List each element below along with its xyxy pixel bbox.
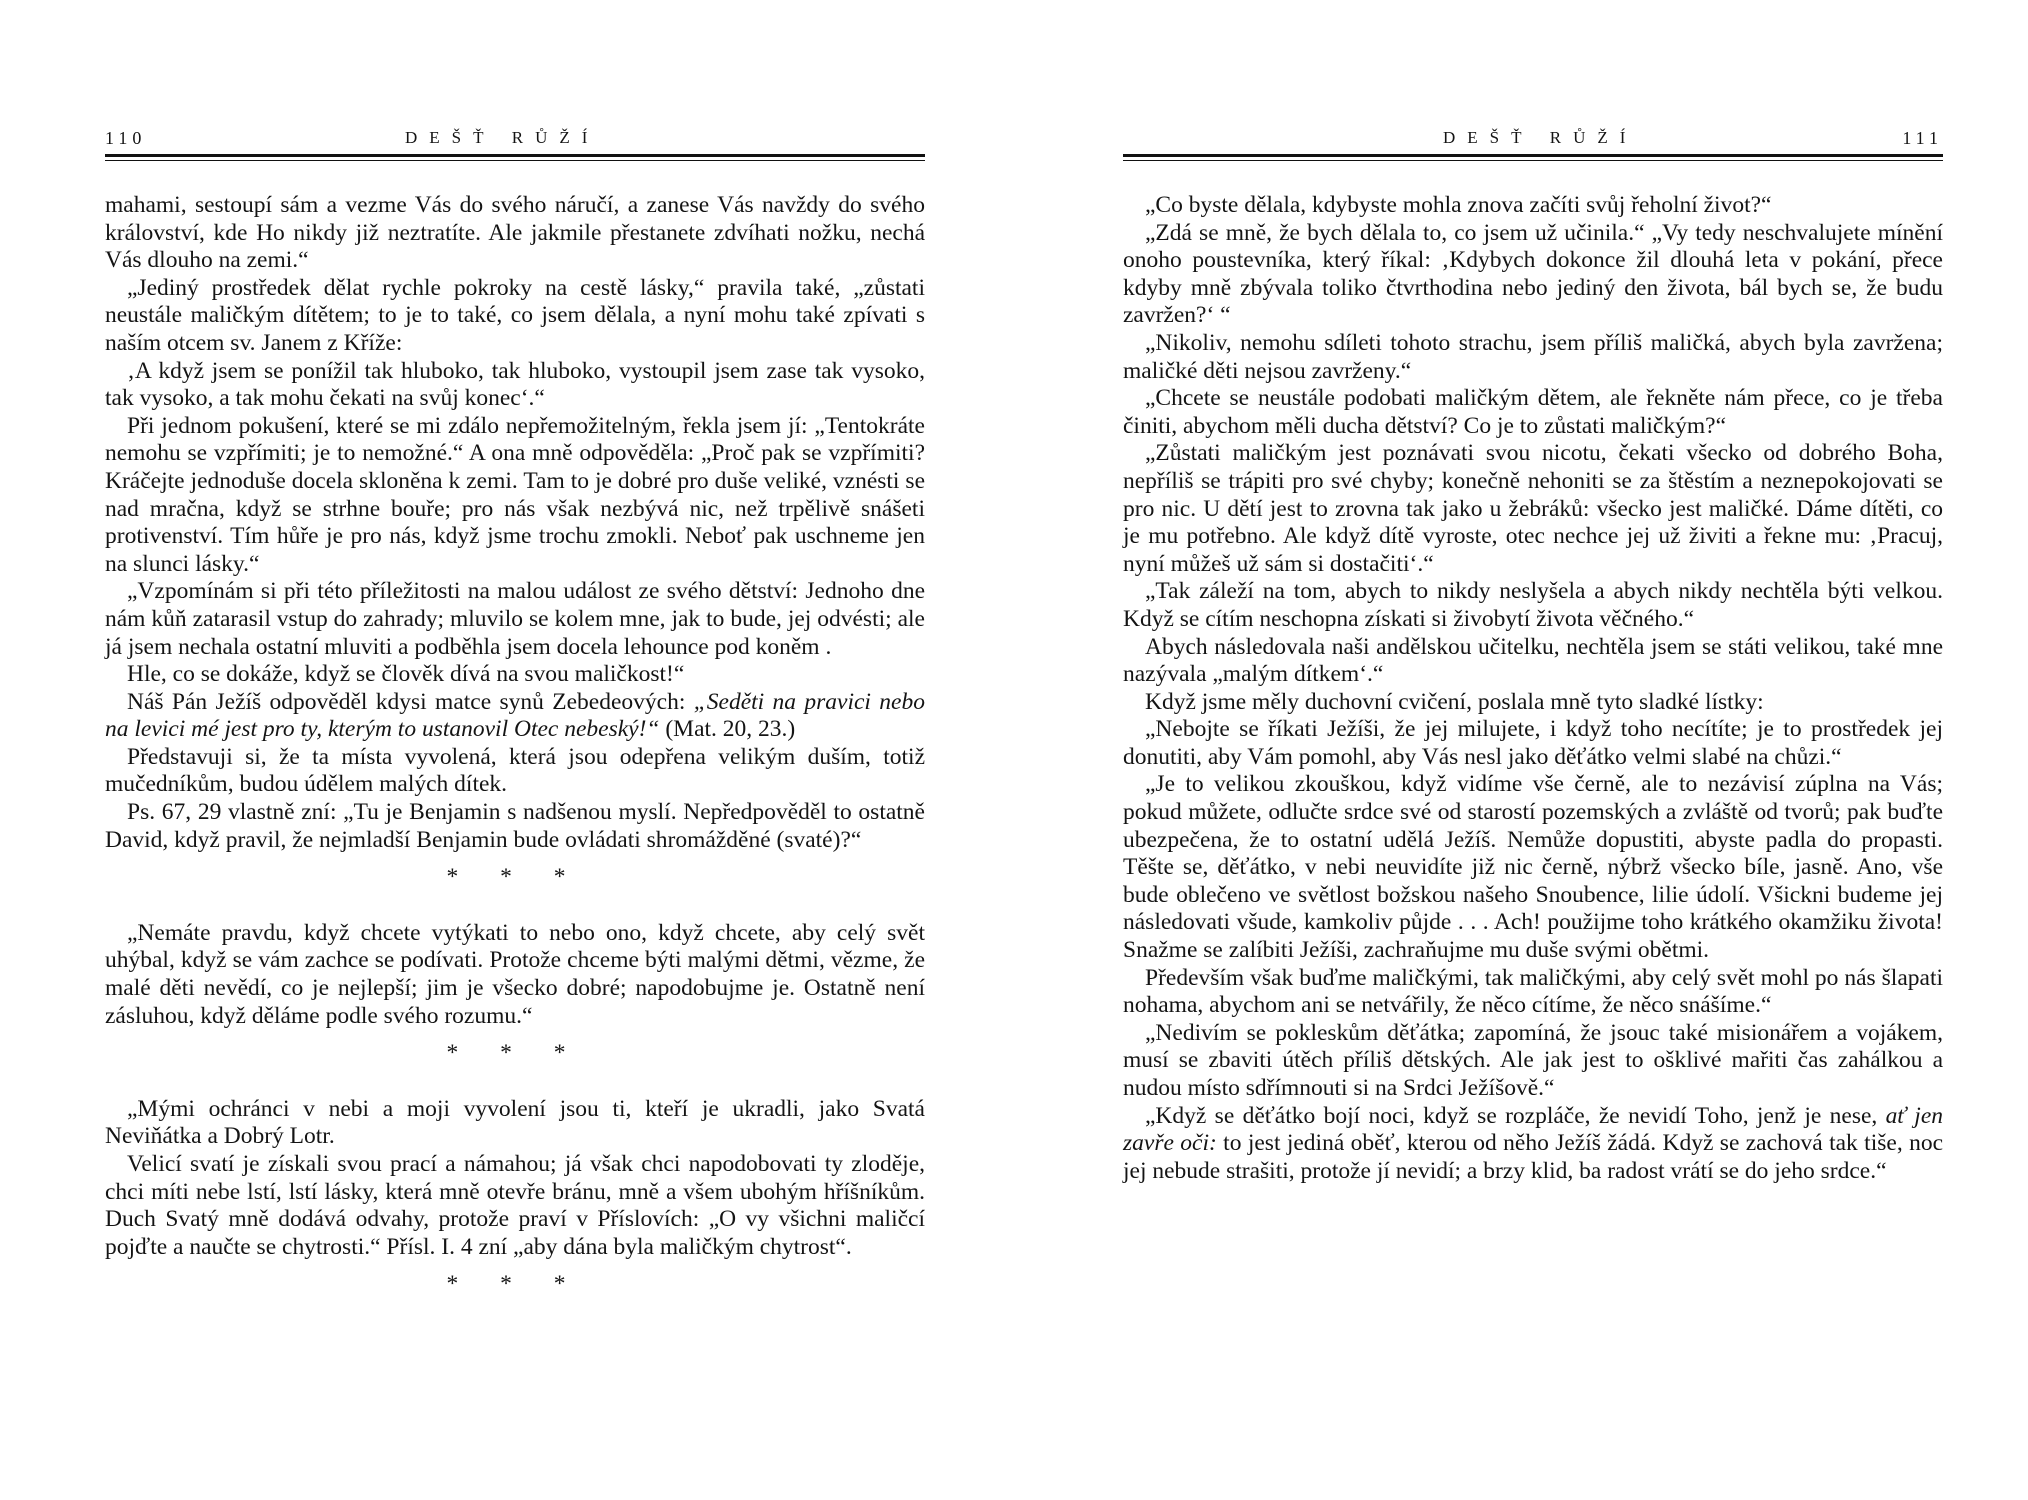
header-rule-thin [1123,160,1943,161]
right-page [1123,0,1943,1500]
left-page-header [105,128,925,152]
paragraph: Hle, co se dokáže, když se člověk dívá na svou maličkost!“ [127,661,685,688]
paragraph: „Chcete se neustále podobati maličkým dětem, ale řekněte nám přece, co je třeba činiti, abychom měli ducha dětství? Co je to zůstati maličkým?“ [1123,385,1943,439]
paragraph: Když jsme měly duchovní cvičení, poslala mně tyto sladké lístky: [1145,688,1764,715]
paragraph: „Vzpomínám si při této příležitosti na malou událost ze svého dětství: Jednoho dne nám kůň zatarasil vstup do zahrady; mluvilo se kolem mne, jak to bude, jej odvésti; ale já jsem nechala ostatní mluviti a podběhla jsem docela lehounce pod koněm . [105,578,925,660]
italic-quote: „Seděti na pravici nebo na levici mé jest pro ty, kterým to ustanovil Otec nebeský!“ [105,688,925,743]
page-number: 110 [105,128,147,148]
page-number: 111 [1902,128,1943,148]
header-rule [105,154,925,157]
text-run: Náš Pán Ježíš odpověděl kdysi matce synů Zebedeových: [127,688,694,715]
paragraph: „Jediný prostředek dělat rychle pokroky na cestě lásky,“ pravila také, „zůstati neustále maličkým dítětem; to je to také, co jsem dělala, a nyní mohu také zpívati s naším otcem sv. Janem z Kříže: [105,274,925,356]
paragraph: „Co byste dělala, kdybyste mohla znova začíti svůj řeholní život?“ [1145,192,1772,218]
paragraph: „Mými ochránci v nebi a moji vyvolení jsou ti, kteří je ukradli, jako Svatá Neviňátka a Dobrý Lotr. [105,1095,925,1150]
paragraph: mahami, sestoupí sám a vezme Vás do svého náručí, a zanese Vás navždy do svého království, kde Ho nikdy již neztratíte. Ale jakmile přestanete zdvíhati nožku, nechá Vás dlouho na zemi.“ [105,192,925,274]
header-rule [1123,154,1943,157]
section-separator: * * * [446,1271,584,1298]
running-title: DEŠŤ RŮŽÍ [405,128,600,147]
paragraph: „Nikoliv, nemohu sdíleti tohoto strachu, jsem příliš maličká, abych byla zavržena; maličké děti nejsou zavrženy.“ [1123,329,1943,384]
text-run: to jest jediná oběť, kterou od něho Ježíš žádá. Když se zachová tak tiše, noc jej nebude strašiti, protože jí nevidí; a brzy klid, ba radost vrátí se do jeho srdce.“ [1123,1130,1943,1184]
paragraph: Abych následovala naši andělskou učitelku, nechtěla jsem se státi velikou, také mne nazývala „malým dítkem‘.“ [1123,633,1943,688]
paragraph: Velicí svatí je získali svou prací a námahou; já však chci napodobovati ty zloděje, chci míti nebe lstí, lstí lásky, která mně otevře bránu, mně a všem ubohým hříšníkům. Duch Svatý mně dodává odvahy, protože praví v Příslovích: „O vy všichni maličcí pojďte a naučte se chytrosti.“ Přísl. I. 4 zní „aby dána byla maličkým chytrost“. [105,1151,925,1260]
right-page-header [1123,128,1943,152]
paragraph: Především však buďme maličkými, tak maličkými, aby celý svět mohl po nás šlapati nohama, abychom ani se netvářily, že něco cítíme, že něco snášíme.“ [1123,964,1943,1019]
paragraph: „Zdá se mně, že bych dělala to, co jsem už učinila.“ „Vy tedy neschvalujete mínění onoho poustevníka, který říkal: ‚Kdybych dokonce žil dlouhá leta v pokání, přece kdyby mně zbývala toliko čtvrthodina nebo jediný den života, bál bych se, že budu zavržen?‘ “ [1123,219,1943,329]
right-page-body [1123,192,1943,1185]
text-run: „Když se děťátko bojí noci, když se rozpláče, že nevidí Toho, jenž je nese, [1145,1102,1886,1129]
paragraph: „Je to velikou zkouškou, když vidíme vše černě, ale to nezávisí zúplna na Vás; pokud můžete, odlučte srdce své od starostí pozemských a zvláště od tvorů; pak buďte ubezpečena, že to ostatní udělá Ježíš. Nemůže dopustiti, abyste padla do propasti. Těšte se, děťátko, v nebi neuvidíte již nic černě, nýbrž všecko bíle, jasně. Ano, vše bude oblečeno ve světlost božskou našeho Snoubence, lilie údolí. Všickni budeme jej následovati všude, kamkoliv půjde . . . Ach! použijme toho krátkého okamžiku života! Snažme se zalíbiti Ježíši, zachraňujme mu duše svými obětmi. [1123,771,1943,964]
running-title: DEŠŤ RŮŽÍ [1443,128,1638,147]
section-separator: * * * [446,1040,584,1067]
paragraph [105,689,925,744]
paragraph: „Zůstati maličkým jest poznávati svou nicotu, čekati všecko od dobrého Boha, nepříliš se trápiti pro své chyby; konečně nehoniti se za štěstím a neznepokojovati se pro nic. U dětí jest to zrovna tak jako u žebráků: všecko jest maličké. Dáme dítěti, co je mu potřebno. Ale když dítě vyroste, otec nechce jej už živiti a řekne mu: ‚Pracuj, nyní můžeš už sám si dostačiti‘.“ [1123,440,1943,577]
paragraph: Představuji si, že ta místa vyvolená, která jsou odepřena velikým duším, totiž mučedníkům, budou údělem malých dítek. [105,743,925,798]
left-page [105,0,925,1500]
header-rule-thin [105,160,925,161]
left-page-body [105,192,925,1327]
paragraph: ‚A když jsem se ponížil tak hluboko, tak hluboko, vystoupil jsem zase tak vysoko, tak vysoko, a tak mohu čekati na svůj konec‘.“ [105,357,925,412]
section-separator: * * * [446,864,584,891]
paragraph: „Nemáte pravdu, když chcete vytýkati to nebo ono, když chcete, aby celý svět uhýbal, když se vám zachce se podívati. Protože chceme býti malými dětmi, vězme, že malé děti nevědí, co je nejlepší; jim je všecko dobré; napodobujme je. Ostatně není zásluhou, když děláme podle svého rozumu.“ [105,919,925,1029]
text-run: (Mat. 20, 23.) [659,716,796,743]
paragraph: „Nebojte se říkati Ježíši, že jej milujete, i když toho necítíte; je to prostředek jej donutiti, aby Vám pomohl, aby Vás nesl jako děťátko velmi slabé na chůzi.“ [1123,716,1943,770]
paragraph: „Nedivím se pokleskům děťátka; zapomíná, že jsouc také misionářem a vojákem, musí se zbaviti útěch příliš dětských. Ale jak jest to ošklivé mařiti čas zahálkou a nudou místo sdřímnouti si na Srdci Ježíšově.“ [1123,1019,1943,1101]
paragraph [1123,1103,1943,1186]
paragraph: „Tak záleží na tom, abych to nikdy neslyšela a abych nikdy nechtěla býti velkou. Když se cítím neschopna získati si živobytí života věčného.“ [1123,578,1943,632]
paragraph: Při jednom pokušení, které se mi zdálo nepřemožitelným, řekla jsem jí: „Tentokráte nemohu se vzpřímiti; je to nemožné.“ A ona mně odpověděla: „Proč pak se vzpřímiti? Kráčejte jednoduše docela skloněna k zemi. Tam to je dobré pro duše veliké, vznésti se nad mračna, když se strhne bouře; pro nás však nezbývá nic, než trpělivě snášeti protivenství. Tím hůře je pro nás, když jsme trochu zmokli. Neboť pak uschneme jen na slunci lásky.“ [105,412,925,577]
italic-phrase: ať jen zavře oči: [1123,1102,1944,1157]
paragraph: Ps. 67, 29 vlastně zní: „Tu je Benjamin s nadšenou myslí. Nepředpověděl to ostatně David, když pravil, že nejmladší Benjamin bude ovládati shromážděné (svaté)?“ [105,799,925,853]
